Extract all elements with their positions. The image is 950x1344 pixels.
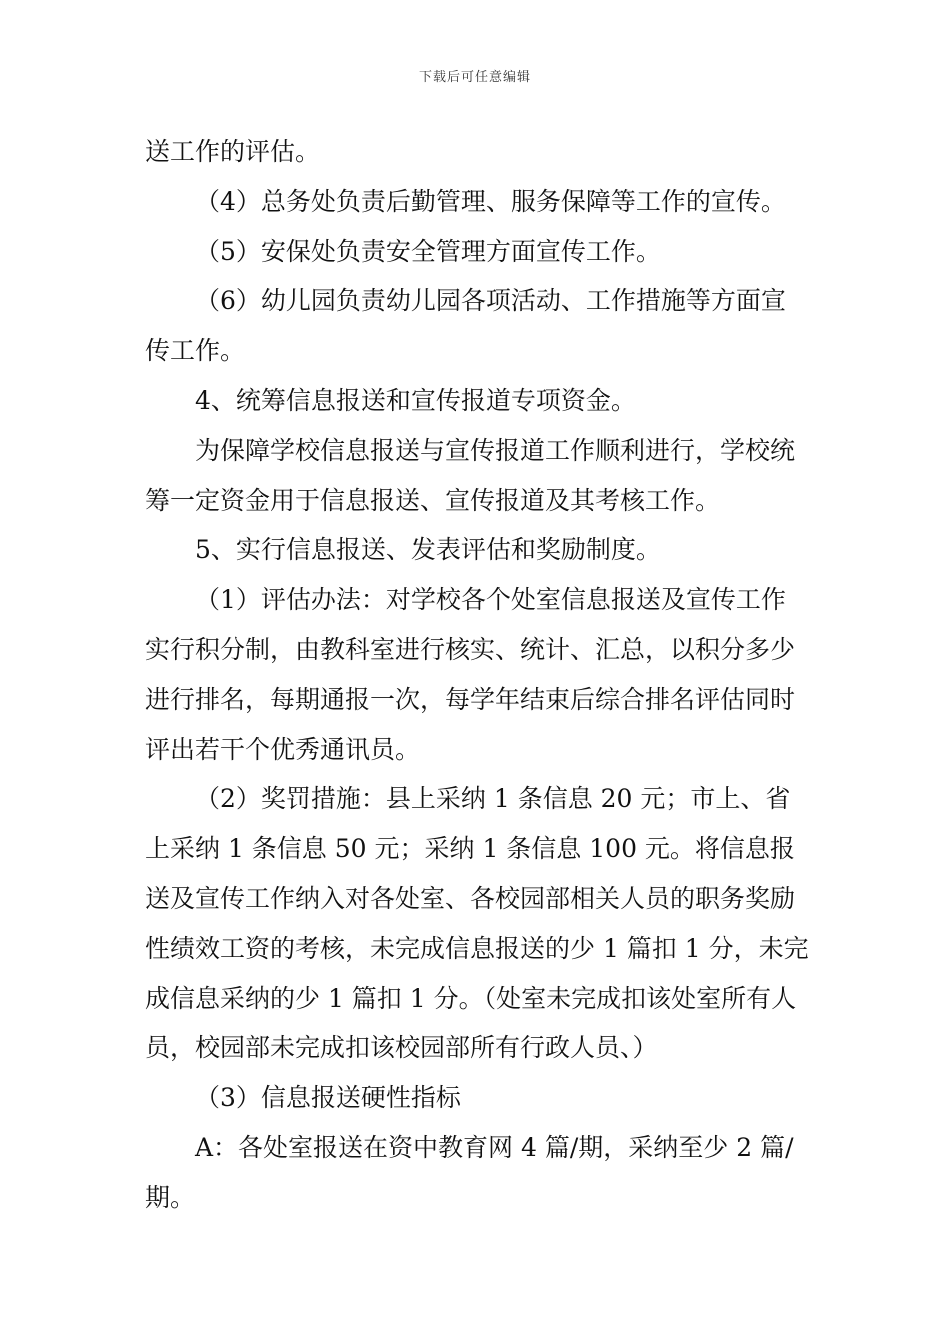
document-body [145,127,810,1223]
paragraph-item-4-heading: 4、统筹信息报送和宣传报道专项资金。 [195,385,636,415]
paragraph-evaluation-end: 送工作的评估。 [145,137,321,166]
page-header: 下载后可任意编辑 [418,70,531,85]
paragraph-security-office: （5）安保处负责安全管理方面宣传工作。 [195,236,661,266]
paragraph-item-5-heading: 5、实行信息报送、发表评估和奖励制度。 [195,535,661,565]
paragraph-rewards-penalties: （2）奖罚措施：县上采纳 1 条信息 20 元；市上、省上采纳 1 条信息 50 元；采纳 1 条信息 100 元。将信息报送及宣传工作纳入对各处室、各校园部相关人员的职务奖励性绩效工资的考核，未完成信息报送的少 1 篇扣 1 分，未完成信息采纳的少 1 篇扣 1 分。（处室未完成扣该处室所有人员，校园部未完成扣该校园部所有行政人员、） [145,784,809,1063]
paragraph-indicator-a: A：各处室报送在资中教育网 4 篇/期，采纳至少 2 篇/期。 [145,1132,794,1212]
paragraph-hard-indicators: （3）信息报送硬性指标 [195,1083,461,1113]
paragraph-funding: 为保障学校信息报送与宣传报道工作顺利进行，学校统筹一定资金用于信息报送、宣传报道及其考核工作。 [145,435,796,515]
paragraph-general-affairs: （4）总务处负责后勤管理、服务保障等工作的宣传。 [195,186,786,216]
paragraph-evaluation-method: （1）评估办法：对学校各个处室信息报送及宣传工作实行积分制，由教科室进行核实、统计、汇总，以积分多少进行排名，每期通报一次，每学年结束后综合排名评估同时评出若干个优秀通讯员。 [145,585,796,764]
paragraph-kindergarten: （6）幼儿园负责幼儿园各项活动、工作措施等方面宣传工作。 [145,286,786,366]
